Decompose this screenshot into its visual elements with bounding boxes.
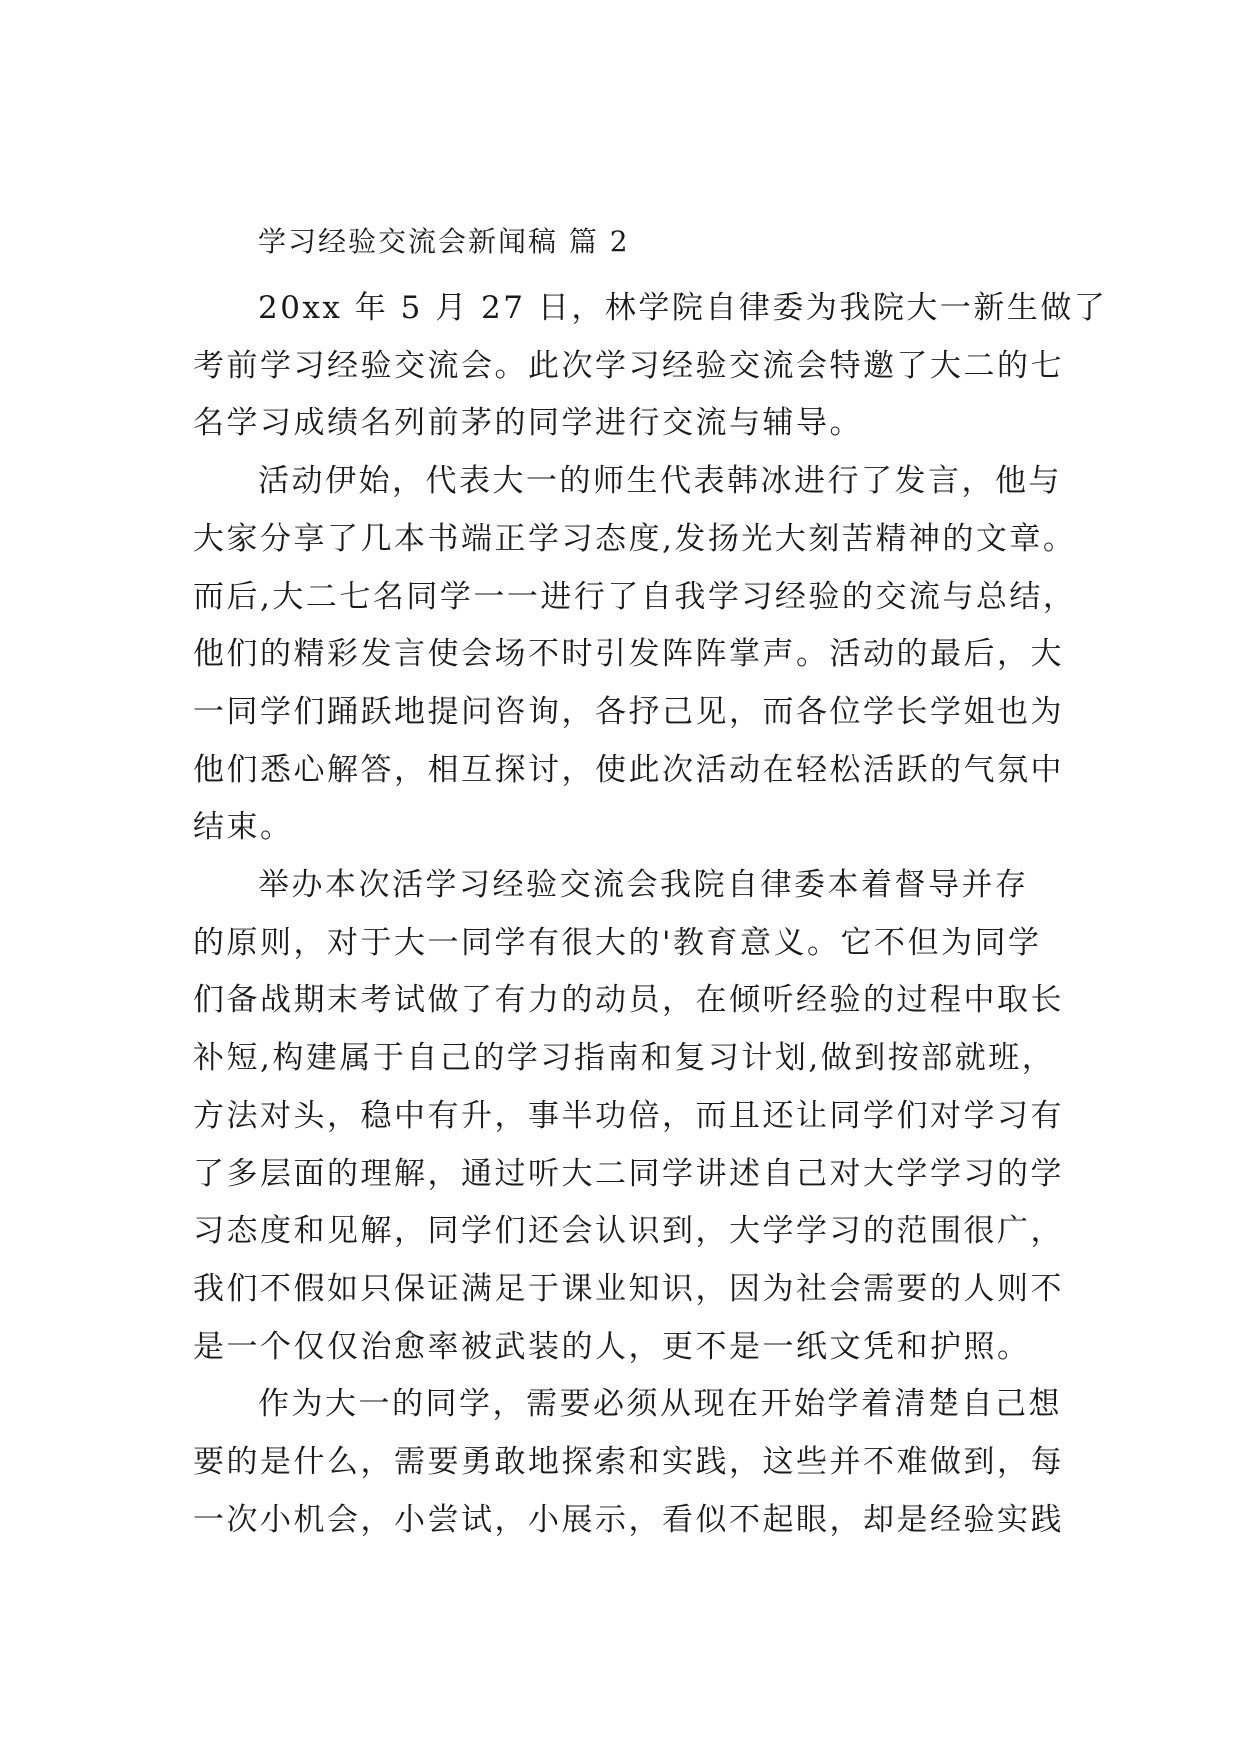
text-line: 他们悉心解答，相互探讨，使此次活动在轻松活跃的气氛中 (193, 751, 1064, 788)
text-line: 习态度和见解，同学们还会认识到，大学学习的范围很广， (193, 1213, 1064, 1250)
text-line: 是一个仅仅治愈率被武装的人，更不是一纸文凭和护照。 (193, 1328, 1031, 1365)
text-line: 要的是什么，需要勇敢地探索和实践，这些并不难做到，每 (193, 1444, 1064, 1481)
text-line: 的原则，对于大一同学有很大的'教育意义。它不但为同学 (193, 924, 1042, 961)
paragraph (193, 453, 1077, 857)
document-body (193, 280, 1108, 1549)
text-line: 20xx 年 5 月 27 日，林学院自律委为我院大一新生做了 (258, 290, 1108, 326)
text-line: 考前学习经验交流会。此次学习经验交流会特邀了大二的七 (193, 347, 1064, 384)
text-line: 而后,大二七名同学一一进行了自我学习经验的交流与总结， (193, 578, 1077, 615)
text-line: 他们的精彩发言使会场不时引发阵阵掌声。活动的最后，大 (193, 636, 1064, 673)
text-line: 作为大一的同学，需要必须从现在开始学着清楚自己想 (258, 1386, 1062, 1423)
text-line: 补短,构建属于自己的学习指南和复习计划,做到按部就班， (193, 1040, 1056, 1077)
text-line: 活动伊始，代表大一的师生代表韩冰进行了发言，他与 (258, 463, 1062, 500)
text-line: 一次小机会，小尝试，小展示，看似不起眼，却是经验实践 (193, 1501, 1064, 1538)
text-line: 一同学们踊跃地提问咨询，各抒己见，而各位学长学姐也为 (193, 693, 1064, 730)
text-line: 方法对头，稳中有升，事半功倍，而且还让同学们对学习有 (193, 1097, 1064, 1134)
paragraph (193, 857, 1064, 1376)
text-line: 举办本次活学习经验交流会我院自律委本着督导并存 (258, 867, 1029, 904)
text-line: 了多层面的理解，通过听大二同学讲述自己对大学学习的学 (193, 1155, 1064, 1192)
document-title: 学习经验交流会新闻稿 篇 2 (258, 225, 630, 258)
paragraph (193, 1376, 1064, 1549)
text-line: 大家分享了几本书端正学习态度,发扬光大刻苦精神的文章。 (193, 520, 1077, 557)
text-line: 我们不假如只保证满足于课业知识，因为社会需要的人则不 (193, 1270, 1064, 1307)
text-line: 结束。 (193, 809, 294, 846)
paragraph (193, 280, 1108, 453)
text-line: 名学习成绩名列前茅的同学进行交流与辅导。 (193, 405, 863, 442)
text-line: 们备战期末考试做了有力的动员，在倾听经验的过程中取长 (193, 982, 1064, 1019)
